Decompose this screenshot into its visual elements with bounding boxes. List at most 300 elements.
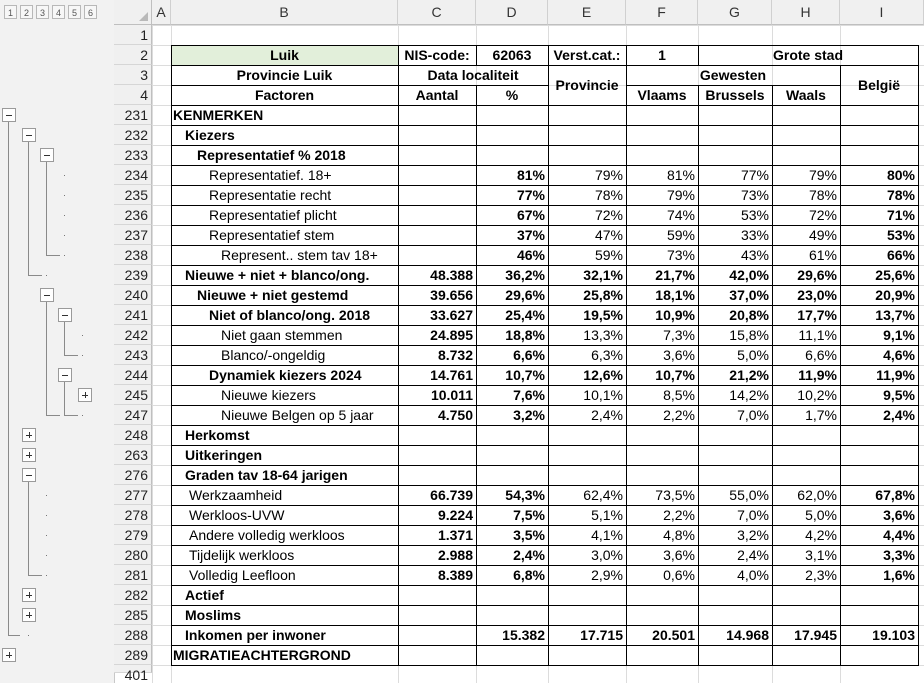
value-cell-i[interactable]: 4,4% xyxy=(883,527,915,543)
value-cell-i[interactable]: 71% xyxy=(886,207,915,223)
value-cell-c[interactable] xyxy=(398,185,476,205)
value-cell-i[interactable]: 53% xyxy=(886,227,915,243)
factor-label-cell[interactable]: Volledig Leefloon xyxy=(189,567,296,583)
value-cell-c[interactable] xyxy=(398,225,476,245)
value-cell-h[interactable]: 11,1% xyxy=(798,327,837,343)
value-cell-e[interactable]: 17.715 xyxy=(580,627,623,643)
value-cell-g[interactable]: 3,2% xyxy=(737,527,769,543)
value-cell-f[interactable] xyxy=(626,585,698,605)
value-cell-g[interactable]: 73% xyxy=(740,187,769,203)
data-locality-header[interactable]: Data localiteit xyxy=(427,67,519,83)
row-header-277[interactable]: 277 xyxy=(114,485,152,505)
value-cell-c[interactable]: 1.371 xyxy=(437,527,473,543)
row-header-278[interactable]: 278 xyxy=(114,505,152,525)
value-cell-e[interactable]: 4,1% xyxy=(591,527,623,543)
factor-label-cell[interactable]: Kiezers xyxy=(185,127,235,143)
belgium-header[interactable]: België xyxy=(857,77,900,93)
value-cell-f[interactable] xyxy=(626,145,698,165)
column-header-c[interactable]: C xyxy=(398,0,476,25)
factor-label-cell[interactable]: Representatief. 18+ xyxy=(209,167,332,183)
regions-header[interactable]: Gewesten xyxy=(699,67,767,83)
value-cell-i[interactable]: 67,8% xyxy=(875,487,915,503)
value-cell-g[interactable]: 20,8% xyxy=(729,307,769,323)
value-cell-g[interactable] xyxy=(698,585,772,605)
value-cell-f[interactable]: 10,7% xyxy=(655,367,695,383)
value-cell-i[interactable]: 19.103 xyxy=(872,627,915,643)
brussels-header[interactable]: Brussels xyxy=(705,87,765,103)
value-cell-e[interactable]: 6,3% xyxy=(591,347,623,363)
outline-level-3-button[interactable]: 3 xyxy=(36,5,49,19)
row-header-234[interactable]: 234 xyxy=(114,165,152,185)
select-all-corner[interactable] xyxy=(114,0,152,25)
value-cell-e[interactable] xyxy=(548,125,626,145)
value-cell-h[interactable]: 29,6% xyxy=(797,267,837,283)
factor-label-cell[interactable]: Representatief plicht xyxy=(209,207,337,223)
row-header-241[interactable]: 241 xyxy=(114,305,152,325)
value-cell-i[interactable]: 80% xyxy=(886,167,915,183)
value-cell-f[interactable] xyxy=(626,425,698,445)
value-cell-e[interactable] xyxy=(548,145,626,165)
value-cell-e[interactable] xyxy=(548,445,626,465)
collapse-group-244-button[interactable] xyxy=(58,368,72,382)
value-cell-e[interactable]: 72% xyxy=(594,207,623,223)
value-cell-d[interactable] xyxy=(476,425,548,445)
collapse-group-232-button[interactable] xyxy=(22,128,36,142)
column-header-d[interactable]: D xyxy=(476,0,548,25)
value-cell-f[interactable]: 74% xyxy=(666,207,695,223)
value-cell-h[interactable]: 11,9% xyxy=(798,367,837,383)
column-header-h[interactable]: H xyxy=(772,0,840,25)
factor-label-cell[interactable]: Nieuwe Belgen op 5 jaar xyxy=(221,407,374,423)
value-cell-i[interactable] xyxy=(840,605,918,625)
value-cell-d[interactable]: 29,6% xyxy=(505,287,545,303)
value-cell-i[interactable] xyxy=(840,445,918,465)
row-header-238[interactable]: 238 xyxy=(114,245,152,265)
value-cell-d[interactable]: 67% xyxy=(516,207,545,223)
value-cell-d[interactable]: 81% xyxy=(516,167,545,183)
value-cell-d[interactable] xyxy=(476,585,548,605)
value-cell-h[interactable]: 62,0% xyxy=(797,487,837,503)
vcat-label-cell[interactable]: Verst.cat.: xyxy=(553,47,621,63)
value-cell-c[interactable] xyxy=(398,205,476,225)
value-cell-d[interactable] xyxy=(476,605,548,625)
factor-label-cell[interactable]: Moslims xyxy=(185,607,242,623)
row-header-239[interactable]: 239 xyxy=(114,265,152,285)
value-cell-f[interactable]: 79% xyxy=(666,187,695,203)
row-header-4[interactable]: 4 xyxy=(114,85,152,105)
value-cell-f[interactable] xyxy=(626,105,698,125)
value-cell-g[interactable]: 14,2% xyxy=(729,387,769,403)
value-cell-f[interactable] xyxy=(626,125,698,145)
value-cell-f[interactable] xyxy=(626,645,698,665)
value-cell-e[interactable]: 32,1% xyxy=(583,267,623,283)
value-cell-h[interactable]: 79% xyxy=(808,167,837,183)
value-cell-f[interactable] xyxy=(626,605,698,625)
expand-group-263-button[interactable] xyxy=(22,448,36,462)
value-cell-g[interactable]: 21,2% xyxy=(729,367,769,383)
nis-label-cell[interactable]: NIS-code: xyxy=(404,47,470,63)
value-cell-d[interactable]: 77% xyxy=(516,187,545,203)
value-cell-i[interactable]: 25,6% xyxy=(875,267,915,283)
value-cell-i[interactable]: 20,9% xyxy=(875,287,915,303)
value-cell-c[interactable] xyxy=(398,105,476,125)
row-header-1[interactable]: 1 xyxy=(114,25,152,45)
column-header-f[interactable]: F xyxy=(626,0,698,25)
value-cell-f[interactable]: 10,9% xyxy=(655,307,695,323)
column-header-b[interactable]: B xyxy=(171,0,398,25)
value-cell-c[interactable] xyxy=(398,445,476,465)
factor-label-cell[interactable]: Werkzaamheid xyxy=(189,487,283,503)
value-cell-g[interactable] xyxy=(698,425,772,445)
factor-label-cell[interactable]: Niet of blanco/ong. 2018 xyxy=(209,307,371,323)
value-cell-g[interactable]: 7,0% xyxy=(737,507,769,523)
value-cell-g[interactable] xyxy=(698,145,772,165)
value-cell-h[interactable]: 5,0% xyxy=(805,507,837,523)
value-cell-h[interactable]: 72% xyxy=(808,207,837,223)
value-cell-c[interactable] xyxy=(398,645,476,665)
flemish-header[interactable]: Vlaams xyxy=(637,87,687,103)
row-header-289[interactable]: 289 xyxy=(114,645,152,665)
value-cell-c[interactable] xyxy=(398,245,476,265)
factor-label-cell[interactable]: Andere volledig werkloos xyxy=(189,527,345,543)
expand-group-282-button[interactable] xyxy=(22,588,36,602)
value-cell-g[interactable]: 7,0% xyxy=(737,407,769,423)
factors-header[interactable]: Factoren xyxy=(254,87,315,103)
value-cell-c[interactable] xyxy=(398,585,476,605)
factor-label-cell[interactable]: Nieuwe + niet + blanco/ong. xyxy=(185,267,370,283)
value-cell-g[interactable] xyxy=(698,645,772,665)
factor-label-cell[interactable]: Nieuwe + niet gestemd xyxy=(197,287,349,303)
factor-label-cell[interactable]: Inkomen per inwoner xyxy=(185,627,326,643)
expand-group-289-button[interactable] xyxy=(2,648,16,662)
row-header-248[interactable]: 248 xyxy=(114,425,152,445)
value-cell-i[interactable]: 1,6% xyxy=(883,567,915,583)
row-header-245[interactable]: 245 xyxy=(114,385,152,405)
value-cell-c[interactable] xyxy=(398,425,476,445)
value-cell-g[interactable]: 42,0% xyxy=(729,267,769,283)
value-cell-f[interactable]: 59% xyxy=(666,227,695,243)
value-cell-e[interactable]: 5,1% xyxy=(591,507,623,523)
collapse-group-233-button[interactable] xyxy=(40,148,54,162)
factor-label-cell[interactable]: Niet gaan stemmen xyxy=(221,327,343,343)
value-cell-c[interactable] xyxy=(398,165,476,185)
row-header-236[interactable]: 236 xyxy=(114,205,152,225)
value-cell-h[interactable] xyxy=(772,585,840,605)
value-cell-f[interactable]: 0,6% xyxy=(663,567,695,583)
row-header-237[interactable]: 237 xyxy=(114,225,152,245)
value-cell-h[interactable]: 3,1% xyxy=(805,547,837,563)
row-header-279[interactable]: 279 xyxy=(114,525,152,545)
row-header-242[interactable]: 242 xyxy=(114,325,152,345)
factor-label-cell[interactable]: Representatief % 2018 xyxy=(197,147,346,163)
value-cell-d[interactable]: 3,5% xyxy=(513,527,545,543)
value-cell-c[interactable]: 8.389 xyxy=(437,567,473,583)
row-header-235[interactable]: 235 xyxy=(114,185,152,205)
value-cell-i[interactable] xyxy=(840,425,918,445)
value-cell-d[interactable] xyxy=(476,465,548,485)
value-cell-f[interactable]: 4,8% xyxy=(663,527,695,543)
value-cell-d[interactable]: 10,7% xyxy=(505,367,545,383)
expand-group-285-button[interactable] xyxy=(22,608,36,622)
collapse-group-241-button[interactable] xyxy=(58,308,72,322)
value-cell-h[interactable]: 17.945 xyxy=(794,627,837,643)
value-cell-d[interactable] xyxy=(476,645,548,665)
value-cell-e[interactable]: 62,4% xyxy=(583,487,623,503)
row-header-288[interactable]: 288 xyxy=(114,625,152,645)
row-header-401[interactable]: 401 xyxy=(114,665,152,673)
column-header-a[interactable]: A xyxy=(152,0,171,25)
value-cell-e[interactable]: 2,9% xyxy=(591,567,623,583)
value-cell-i[interactable] xyxy=(840,465,918,485)
value-cell-f[interactable]: 3,6% xyxy=(663,547,695,563)
row-header-240[interactable]: 240 xyxy=(114,285,152,305)
value-cell-g[interactable] xyxy=(698,465,772,485)
value-cell-c[interactable]: 2.988 xyxy=(437,547,473,563)
value-cell-f[interactable]: 18,1% xyxy=(655,287,695,303)
value-cell-e[interactable] xyxy=(548,585,626,605)
value-cell-c[interactable]: 8.732 xyxy=(437,347,473,363)
value-cell-i[interactable]: 66% xyxy=(886,247,915,263)
value-cell-c[interactable]: 24.895 xyxy=(430,327,473,343)
row-header-2[interactable]: 2 xyxy=(114,45,152,65)
value-cell-h[interactable] xyxy=(772,645,840,665)
value-cell-d[interactable]: 37% xyxy=(516,227,545,243)
value-cell-h[interactable]: 2,3% xyxy=(805,567,837,583)
value-cell-e[interactable]: 2,4% xyxy=(591,407,623,423)
value-cell-f[interactable]: 73,5% xyxy=(655,487,695,503)
column-header-e[interactable]: E xyxy=(548,0,626,25)
outline-level-2-button[interactable]: 2 xyxy=(20,5,33,19)
value-cell-f[interactable] xyxy=(626,445,698,465)
value-cell-e[interactable] xyxy=(548,645,626,665)
collapse-group-276-button[interactable] xyxy=(22,468,36,482)
value-cell-g[interactable]: 5,0% xyxy=(737,347,769,363)
value-cell-d[interactable] xyxy=(476,145,548,165)
factor-label-cell[interactable]: Blanco/-ongeldig xyxy=(221,347,326,363)
expand-group-248-button[interactable] xyxy=(22,428,36,442)
value-cell-i[interactable]: 2,4% xyxy=(883,407,915,423)
factor-label-cell[interactable]: Graden tav 18-64 jarigen xyxy=(185,467,348,483)
value-cell-e[interactable]: 25,8% xyxy=(583,287,623,303)
row-header-281[interactable]: 281 xyxy=(114,565,152,585)
value-cell-g[interactable]: 43% xyxy=(740,247,769,263)
value-cell-d[interactable]: 6,8% xyxy=(513,567,545,583)
factor-label-cell[interactable]: KENMERKEN xyxy=(173,107,264,123)
row-header-232[interactable]: 232 xyxy=(114,125,152,145)
row-header-233[interactable]: 233 xyxy=(114,145,152,165)
value-cell-i[interactable]: 3,6% xyxy=(883,507,915,523)
value-cell-c[interactable]: 39.656 xyxy=(430,287,473,303)
column-header-g[interactable]: G xyxy=(698,0,772,25)
value-cell-e[interactable]: 10,1% xyxy=(583,387,623,403)
row-header-276[interactable]: 276 xyxy=(114,465,152,485)
value-cell-h[interactable]: 23,0% xyxy=(797,287,837,303)
city-type-cell[interactable]: Grote stad xyxy=(772,47,843,63)
column-header-i[interactable]: I xyxy=(840,0,924,25)
value-cell-c[interactable]: 33.627 xyxy=(430,307,473,323)
factor-label-cell[interactable]: Dynamiek kiezers 2024 xyxy=(209,367,362,383)
value-cell-e[interactable]: 59% xyxy=(594,247,623,263)
value-cell-h[interactable] xyxy=(772,445,840,465)
expand-group-245-button[interactable] xyxy=(78,388,92,402)
value-cell-c[interactable]: 48.388 xyxy=(430,267,473,283)
outline-level-6-button[interactable]: 6 xyxy=(84,5,97,19)
value-cell-e[interactable]: 79% xyxy=(594,167,623,183)
value-cell-c[interactable] xyxy=(398,625,476,645)
row-header-243[interactable]: 243 xyxy=(114,345,152,365)
value-cell-g[interactable] xyxy=(698,605,772,625)
value-cell-d[interactable]: 3,2% xyxy=(513,407,545,423)
province-header[interactable]: Provincie xyxy=(555,77,619,93)
value-cell-h[interactable] xyxy=(772,465,840,485)
row-header-263[interactable]: 263 xyxy=(114,445,152,465)
value-cell-g[interactable]: 2,4% xyxy=(737,547,769,563)
value-cell-e[interactable]: 3,0% xyxy=(591,547,623,563)
value-cell-h[interactable]: 49% xyxy=(808,227,837,243)
value-cell-i[interactable]: 3,3% xyxy=(883,547,915,563)
value-cell-h[interactable]: 78% xyxy=(808,187,837,203)
value-cell-i[interactable]: 13,7% xyxy=(875,307,915,323)
value-cell-h[interactable]: 17,7% xyxy=(797,307,837,323)
value-cell-h[interactable]: 61% xyxy=(808,247,837,263)
value-cell-c[interactable] xyxy=(398,605,476,625)
value-cell-e[interactable] xyxy=(548,465,626,485)
factor-label-cell[interactable]: Herkomst xyxy=(185,427,250,443)
value-cell-e[interactable]: 13,3% xyxy=(583,327,623,343)
count-header[interactable]: Aantal xyxy=(415,87,459,103)
factor-label-cell[interactable]: MIGRATIEACHTERGROND xyxy=(173,647,351,663)
value-cell-g[interactable] xyxy=(698,445,772,465)
value-cell-i[interactable]: 9,5% xyxy=(883,387,915,403)
value-cell-i[interactable] xyxy=(840,585,918,605)
value-cell-d[interactable] xyxy=(476,105,548,125)
value-cell-g[interactable]: 33% xyxy=(740,227,769,243)
value-cell-e[interactable]: 47% xyxy=(594,227,623,243)
value-cell-d[interactable]: 7,5% xyxy=(513,507,545,523)
value-cell-c[interactable] xyxy=(398,145,476,165)
value-cell-e[interactable] xyxy=(548,605,626,625)
percent-header[interactable]: % xyxy=(505,87,519,103)
row-header-280[interactable]: 280 xyxy=(114,545,152,565)
factor-label-cell[interactable]: Actief xyxy=(185,587,224,603)
value-cell-h[interactable] xyxy=(772,605,840,625)
value-cell-i[interactable]: 11,9% xyxy=(876,367,915,383)
factor-label-cell[interactable]: Representatie recht xyxy=(209,187,332,203)
value-cell-h[interactable] xyxy=(772,105,840,125)
value-cell-f[interactable]: 20.501 xyxy=(652,627,695,643)
value-cell-c[interactable] xyxy=(398,125,476,145)
value-cell-f[interactable]: 3,6% xyxy=(663,347,695,363)
value-cell-f[interactable]: 81% xyxy=(666,167,695,183)
value-cell-d[interactable]: 18,8% xyxy=(505,327,545,343)
spreadsheet-grid[interactable] xyxy=(152,25,924,683)
value-cell-c[interactable] xyxy=(398,465,476,485)
value-cell-g[interactable]: 55,0% xyxy=(729,487,769,503)
city-name-cell[interactable]: Luik xyxy=(171,45,398,65)
value-cell-e[interactable]: 78% xyxy=(594,187,623,203)
value-cell-c[interactable]: 66.739 xyxy=(430,487,473,503)
value-cell-d[interactable]: 7,6% xyxy=(513,387,545,403)
value-cell-h[interactable]: 4,2% xyxy=(805,527,837,543)
factor-label-cell[interactable]: Nieuwe kiezers xyxy=(221,387,316,403)
value-cell-h[interactable]: 6,6% xyxy=(805,347,837,363)
value-cell-f[interactable]: 7,3% xyxy=(663,327,695,343)
value-cell-d[interactable]: 46% xyxy=(516,247,545,263)
factor-label-cell[interactable]: Uitkeringen xyxy=(185,447,263,463)
row-header-285[interactable]: 285 xyxy=(114,605,152,625)
row-header-3[interactable]: 3 xyxy=(114,65,152,85)
factor-label-cell[interactable]: Representatief stem xyxy=(209,227,335,243)
province-name-cell[interactable]: Provincie Luik xyxy=(236,67,333,83)
value-cell-g[interactable]: 37,0% xyxy=(729,287,769,303)
factor-label-cell[interactable]: Tijdelijk werkloos xyxy=(189,547,295,563)
value-cell-d[interactable] xyxy=(476,445,548,465)
row-header-247[interactable]: 247 xyxy=(114,405,152,425)
collapse-group-240-button[interactable] xyxy=(40,288,54,302)
value-cell-g[interactable]: 53% xyxy=(740,207,769,223)
value-cell-d[interactable]: 6,6% xyxy=(513,347,545,363)
value-cell-g[interactable] xyxy=(698,105,772,125)
value-cell-d[interactable]: 36,2% xyxy=(505,267,545,283)
walloon-header[interactable]: Waals xyxy=(786,87,826,103)
value-cell-e[interactable] xyxy=(548,105,626,125)
value-cell-f[interactable]: 2,2% xyxy=(663,407,695,423)
vcat-value-cell[interactable]: 1 xyxy=(658,47,666,63)
value-cell-c[interactable]: 14.761 xyxy=(430,367,473,383)
value-cell-i[interactable] xyxy=(840,645,918,665)
value-cell-d[interactable] xyxy=(476,125,548,145)
outline-level-4-button[interactable]: 4 xyxy=(52,5,65,19)
factor-label-cell[interactable]: Represent.. stem tav 18+ xyxy=(221,247,378,263)
row-header-282[interactable]: 282 xyxy=(114,585,152,605)
row-header-244[interactable]: 244 xyxy=(114,365,152,385)
collapse-group-231-button[interactable] xyxy=(2,108,16,122)
row-header-231[interactable]: 231 xyxy=(114,105,152,125)
value-cell-g[interactable]: 77% xyxy=(740,167,769,183)
value-cell-h[interactable] xyxy=(772,145,840,165)
value-cell-i[interactable] xyxy=(840,105,918,125)
value-cell-g[interactable]: 4,0% xyxy=(737,567,769,583)
value-cell-e[interactable]: 19,5% xyxy=(583,307,623,323)
value-cell-f[interactable] xyxy=(626,465,698,485)
value-cell-g[interactable] xyxy=(698,125,772,145)
value-cell-d[interactable]: 25,4% xyxy=(505,307,545,323)
value-cell-h[interactable]: 10,2% xyxy=(797,387,837,403)
value-cell-i[interactable] xyxy=(840,125,918,145)
value-cell-d[interactable]: 15.382 xyxy=(502,627,545,643)
value-cell-f[interactable]: 21,7% xyxy=(655,267,695,283)
value-cell-h[interactable] xyxy=(772,425,840,445)
value-cell-h[interactable]: 1,7% xyxy=(805,407,837,423)
value-cell-i[interactable]: 78% xyxy=(886,187,915,203)
value-cell-d[interactable]: 54,3% xyxy=(505,487,545,503)
value-cell-d[interactable]: 2,4% xyxy=(513,547,545,563)
value-cell-i[interactable]: 4,6% xyxy=(883,347,915,363)
value-cell-h[interactable] xyxy=(772,125,840,145)
value-cell-e[interactable]: 12,6% xyxy=(583,367,623,383)
value-cell-i[interactable]: 9,1% xyxy=(883,327,915,343)
value-cell-c[interactable]: 4.750 xyxy=(437,407,473,423)
value-cell-f[interactable]: 2,2% xyxy=(663,507,695,523)
nis-value-cell[interactable]: 62063 xyxy=(492,47,532,63)
value-cell-c[interactable]: 9.224 xyxy=(437,507,473,523)
value-cell-f[interactable]: 8,5% xyxy=(663,387,695,403)
factor-label-cell[interactable]: Werkloos-UVW xyxy=(189,507,285,523)
value-cell-i[interactable] xyxy=(840,145,918,165)
value-cell-g[interactable]: 15,8% xyxy=(729,327,769,343)
outline-level-1-button[interactable]: 1 xyxy=(4,5,17,19)
outline-level-5-button[interactable]: 5 xyxy=(68,5,81,19)
